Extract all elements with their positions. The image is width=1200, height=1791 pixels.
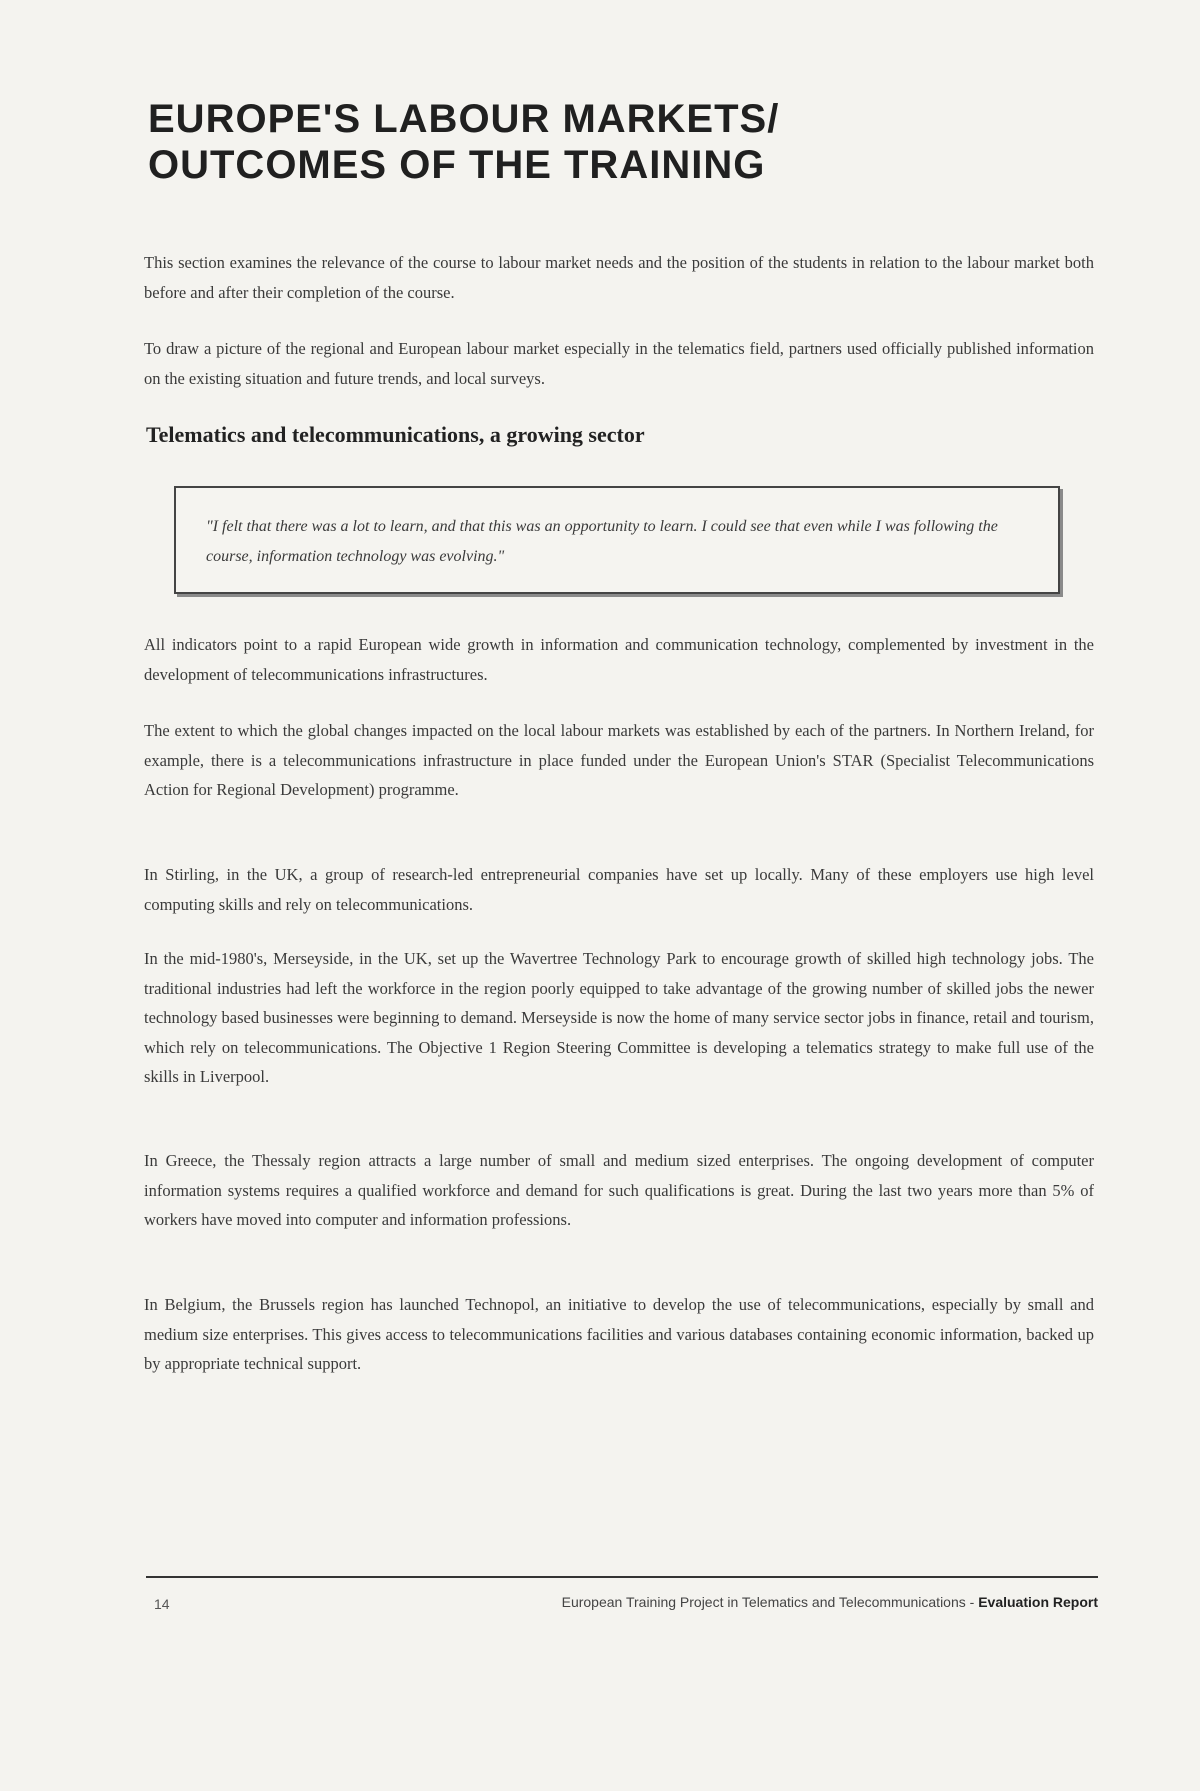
footer-rule <box>146 1576 1098 1578</box>
body-paragraph-6: In Belgium, the Brussels region has launched Technopol, an initiative to develop the use of telecommunications, especially by small and medium size enterprises. This gives access to telecommunications facilities and various databases containing economic information, backed up by appropriate technical support. <box>144 1295 1094 1373</box>
footer-text-bold: Evaluation Report <box>978 1594 1098 1610</box>
body-paragraph-5: In Greece, the Thessaly region attracts a large number of small and medium sized enterprises. The ongoing development of computer information systems requires a qualified workforce and demand for such qualifications is great. During the last two years more than 5% of workers have moved into computer and information professions. <box>144 1151 1094 1229</box>
section-heading: Telematics and telecommunications, a growing sector <box>146 422 645 447</box>
body-paragraph-1: All indicators point to a rapid European wide growth in information and communication technology, complemented by investment in the development of telecommunications infrastructures. <box>144 635 1094 684</box>
intro-paragraph-1: This section examines the relevance of the course to labour market needs and the position of the students in relation to the labour market both before and after their completion of the course. <box>144 253 1094 302</box>
quote-box <box>174 486 1060 594</box>
footer-text <box>562 1594 1098 1610</box>
body-paragraph-3: In Stirling, in the UK, a group of research-led entrepreneurial companies have set up locally. Many of these employers use high level computing skills and rely on telecommunications. <box>144 865 1094 914</box>
footer-text-main: European Training Project in Telematics and Telecommunications - <box>561 1594 979 1610</box>
body-paragraph-4: In the mid-1980's, Merseyside, in the UK, set up the Wavertree Technology Park to encourage growth of skilled high technology jobs. The traditional industries had left the workforce in the region poorly equipped to take advantage of the growing number of skilled jobs the newer technology based businesses were beginning to demand. Merseyside is now the home of many service sector jobs in finance, retail and tourism, which rely on telecommunications. The Objective 1 Region Steering Committee is developing a telematics strategy to make full use of the skills in Liverpool. <box>144 949 1094 1086</box>
quote-text: "I felt that there was a lot to learn, and that this was an opportunity to learn. I could see that even while I was following the course, information technology was evolving." <box>206 518 998 565</box>
intro-paragraph-2: To draw a picture of the regional and European labour market especially in the telematics field, partners used officially published information on the existing situation and future trends, and local surveys. <box>144 339 1094 388</box>
page-title-line-2: OUTCOMES OF THE TRAINING <box>148 143 766 187</box>
page-title <box>148 96 1048 188</box>
page-number: 14 <box>154 1596 170 1612</box>
page-title-line-1: EUROPE'S LABOUR MARKETS/ <box>148 97 780 141</box>
body-paragraph-2: The extent to which the global changes impacted on the local labour markets was established by each of the partners. In Northern Ireland, for example, there is a telecommunications infrastructure in place funded under the European Union's STAR (Specialist Telecommunications Action for Regional Development) programme. <box>144 721 1094 799</box>
